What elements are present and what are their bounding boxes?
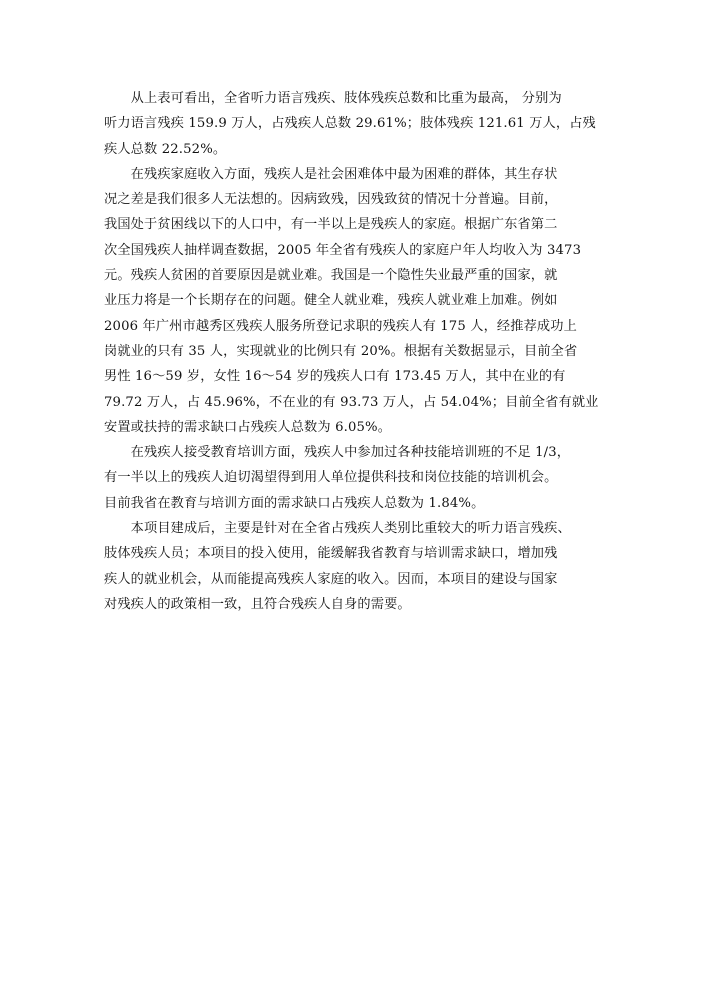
- text-line: 有一半以上的残疾人迫切渴望得到用人单位提供科技和岗位技能的培训机会。: [104, 470, 558, 486]
- paragraph-3: [104, 440, 600, 516]
- text-line: 业压力将是一个长期存在的问题。健全人就业难，残疾人就业难上加难。例如: [104, 293, 558, 309]
- text-line: 安置或扶持的需求缺口占残疾人总数为 6.05%。: [104, 419, 392, 435]
- text-line: 岗就业的只有 35 人，实现就业的比例只有 20%。根据有关数据显示，目前全省: [104, 343, 578, 359]
- document-body: [104, 86, 600, 617]
- text-line: 在残疾人接受教育培训方面，残疾人中参加过各种技能培训班的不足 1/3，: [104, 445, 571, 461]
- paragraph-2: [104, 162, 600, 440]
- text-line: 从上表可看出，全省听力语言残疾、肢体残疾总数和比重为最高， 分别为: [104, 91, 562, 106]
- text-line: 肢体残疾人员；本项目的投入使用，能缓解我省教育与培训需求缺口，增加残: [104, 546, 558, 562]
- text-line: 对残疾人的政策相一致，且符合残疾人自身的需要。: [104, 596, 411, 612]
- text-line: 男性 16～59 岁，女性 16～54 岁的残疾人口有 173.45 万人，其中在业的有: [104, 369, 566, 385]
- text-line: 况之差是我们很多人无法想的。因病致残，因残致贫的情况十分普遍。目前，: [104, 192, 558, 208]
- text-line: 听力语言残疾 159.9 万人，占残疾人总数 29.61%；肢体残疾 121.61 万人，占残: [104, 116, 596, 132]
- paragraph-4: [104, 516, 600, 617]
- text-line: 2006 年广州市越秀区残疾人服务所登记求职的残疾人有 175 人，经推荐成功上: [104, 318, 577, 334]
- text-line: 目前我省在教育与培训方面的需求缺口占残疾人总数为 1.84%。: [104, 495, 485, 511]
- paragraph-1: [104, 86, 600, 162]
- text-line: 我国处于贫困线以下的人口中，有一半以上是残疾人的家庭。根据广东省第二: [104, 217, 558, 233]
- text-line: 疾人总数 22.52%。: [104, 141, 227, 157]
- text-line: 次全国残疾人抽样调查数据，2005 年全省有残疾人的家庭户年人均收入为 3473: [104, 242, 582, 258]
- text-line: 元。残疾人贫困的首要原因是就业难。我国是一个隐性失业最严重的国家，就: [104, 268, 558, 284]
- text-line: 在残疾家庭收入方面，残疾人是社会困难体中最为困难的群体，其生存状: [104, 166, 558, 182]
- text-line: 疾人的就业机会，从而能提高残疾人家庭的收入。因而，本项目的建设与国家: [104, 571, 558, 587]
- text-line: 79.72 万人，占 45.96%，不在业的有 93.73 万人，占 54.04%；目前全省有就业: [104, 394, 599, 410]
- text-line: 本项目建成后，主要是针对在全省占残疾人类别比重较大的听力语言残疾、: [104, 521, 571, 537]
